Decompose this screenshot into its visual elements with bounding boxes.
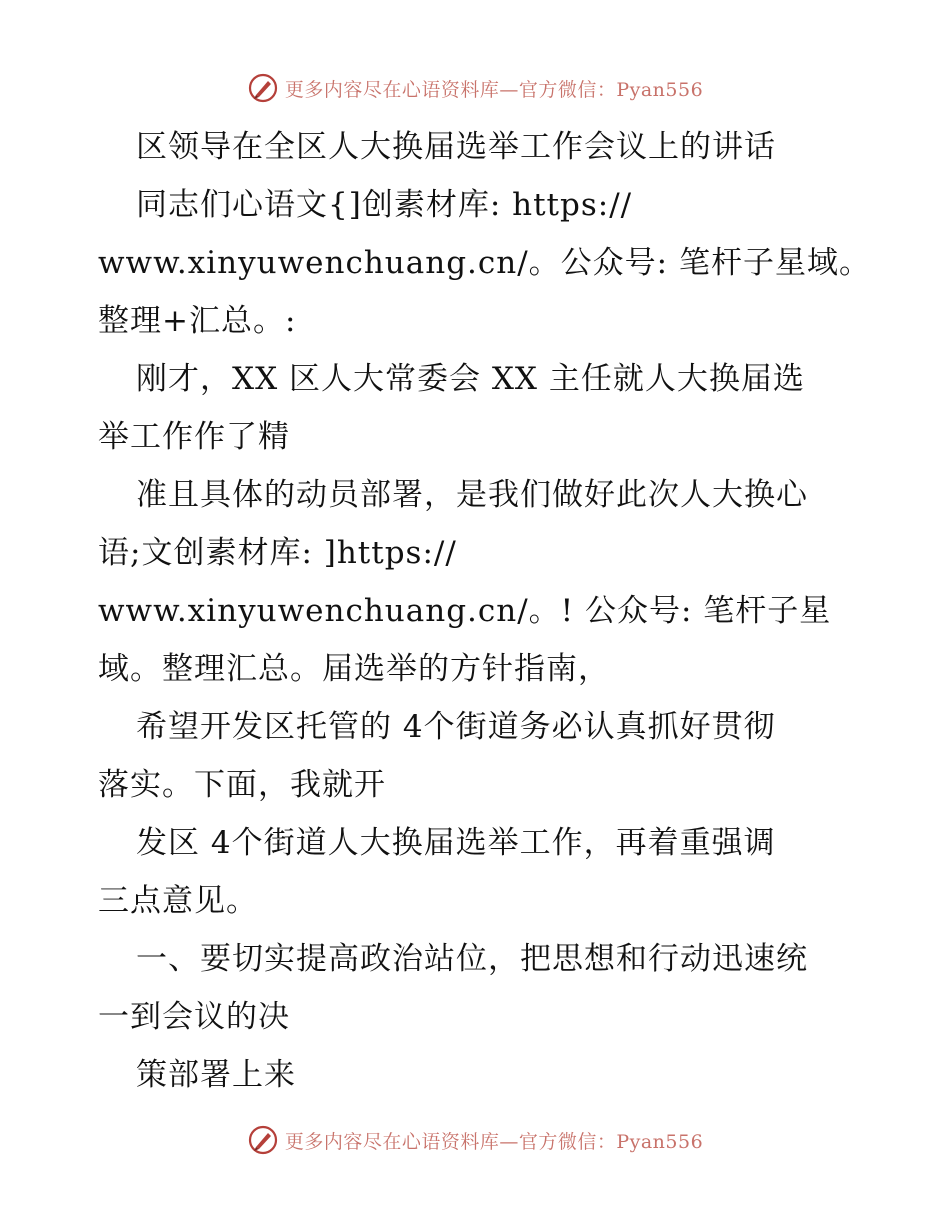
text-line: 准且具体的动员部署，是我们做好此次人大换心 [136, 477, 808, 513]
text-line: 整理+汇总。: [98, 303, 297, 339]
banner-text: 更多内容尽在心语资料库—官方微信：Pyan556 [284, 78, 704, 101]
header-banner [0, 68, 950, 108]
text-line: www.xinyuwenchuang.cn/。公众号: 笔杆子星域。 [98, 245, 871, 281]
footer-banner [0, 1120, 950, 1160]
pen-logo-icon [247, 1124, 279, 1156]
text-line: 语;文创素材库: ]https:// [98, 535, 457, 571]
text-line: 希望开发区托管的 4个街道务必认真抓好贯彻 [136, 709, 776, 745]
text-line: 域。整理汇总。届选举的方针指南， [98, 651, 610, 687]
banner-text: 更多内容尽在心语资料库—官方微信：Pyan556 [284, 1130, 704, 1153]
text-line: www.xinyuwenchuang.cn/。! 公众号: 笔杆子星 [98, 593, 832, 629]
text-line: 刚才，XX 区人大常委会 XX 主任就人大换届选 [136, 361, 805, 397]
text-line: 三点意见。 [98, 883, 258, 919]
text-line: 策部署上来 [136, 1057, 296, 1093]
text-line: 区领导在全区人大换届选举工作会议上的讲话 [136, 129, 776, 165]
text-line: 一、要切实提高政治站位，把思想和行动迅速统 [136, 941, 808, 977]
text-line: 举工作作了精 [98, 419, 290, 455]
text-line: 落实。下面，我就开 [98, 767, 386, 803]
document-body [98, 118, 871, 1104]
text-line: 同志们心语文{]创素材库: https:// [136, 187, 633, 223]
text-line: 一到会议的决 [98, 999, 290, 1035]
pen-logo-icon [247, 72, 279, 104]
text-line: 发区 4个街道人大换届选举工作，再着重强调 [136, 825, 776, 861]
